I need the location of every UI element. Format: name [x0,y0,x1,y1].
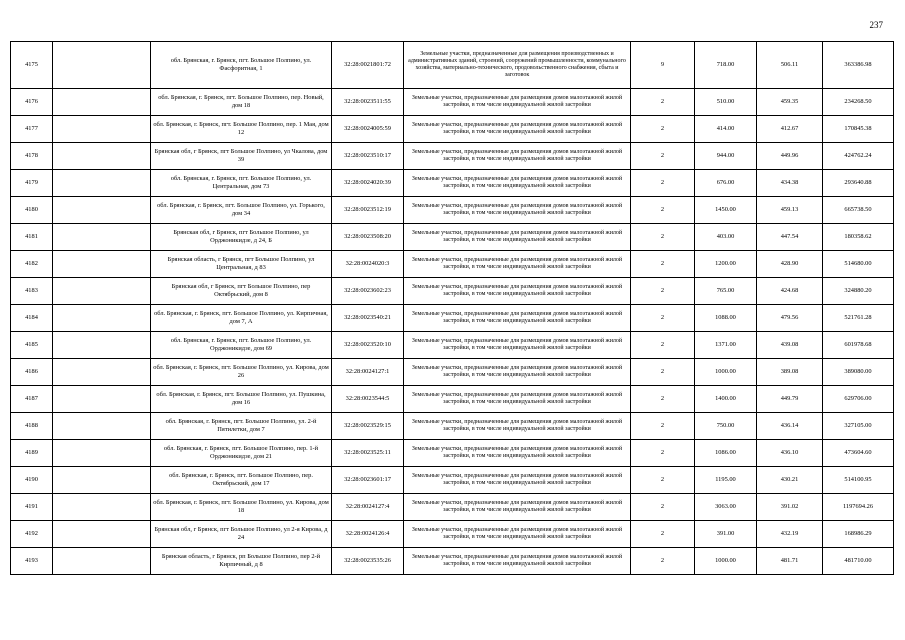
specific-value-cell: 389.08 [757,359,823,386]
cadastral-number-cell: 32:28:0023508:20 [332,224,404,251]
table-row [11,89,894,116]
land-use-cell: Земельные участки, предназначенные для размещения домов малоэтажной жилой застройки, в том числе индивидуальной жилой застройки [404,251,631,278]
group-cell: 2 [631,548,695,575]
row-number-cell: 4187 [11,386,53,413]
cadastral-value-cell: 521761.28 [823,305,894,332]
group-cell: 2 [631,521,695,548]
group-cell: 2 [631,89,695,116]
specific-value-cell: 434.38 [757,170,823,197]
cadastral-value-cell: 514100.95 [823,467,894,494]
cadastral-number-cell: 32:28:0021801:72 [332,42,404,89]
area-cell: 1086.00 [695,440,757,467]
cadastral-number-cell: 32:28:0023601:17 [332,467,404,494]
address-cell: Брянская обл, г Брянск, пгт Большое Полпино, ул Орджоникидзе, д 24, Б [151,224,332,251]
specific-value-cell: 424.68 [757,278,823,305]
cadastral-number-cell: 32:28:0024127:1 [332,359,404,386]
spacer-cell [53,251,151,278]
group-cell: 2 [631,467,695,494]
group-cell: 2 [631,386,695,413]
address-cell: обл. Брянская, г. Брянск, пгт. Большое Полпино, пер. Октябрьский, дом 17 [151,467,332,494]
specific-value-cell: 506.11 [757,42,823,89]
cadastral-value-table [10,41,894,575]
land-use-cell: Земельные участки, предназначенные для размещения домов малоэтажной жилой застройки, в том числе индивидуальной жилой застройки [404,224,631,251]
specific-value-cell: 481.71 [757,548,823,575]
spacer-cell [53,467,151,494]
address-cell: Брянская обл, г Брянск, пгт Большое Полпино, ул 2-я Кирова, д 24 [151,521,332,548]
row-number-cell: 4186 [11,359,53,386]
cadastral-value-cell: 601978.68 [823,332,894,359]
address-cell: обл. Брянская, г. Брянск, пгт. Большое Полпино, ул. Фасфоритная, 1 [151,42,332,89]
address-cell: обл. Брянская, г. Брянск, пгт. Большое Полпино, ул. Кирпичная, дом 7, А [151,305,332,332]
land-use-cell: Земельные участки, предназначенные для размещения домов малоэтажной жилой застройки, в том числе индивидуальной жилой застройки [404,440,631,467]
cadastral-number-cell: 32:28:0024020:39 [332,170,404,197]
area-cell: 1000.00 [695,548,757,575]
spacer-cell [53,278,151,305]
specific-value-cell: 436.10 [757,440,823,467]
spacer-cell [53,42,151,89]
cadastral-number-cell: 32:28:0023510:17 [332,143,404,170]
table-row [11,116,894,143]
cadastral-number-cell: 32:28:0024126:4 [332,521,404,548]
specific-value-cell: 447.54 [757,224,823,251]
area-cell: 676.00 [695,170,757,197]
cadastral-value-cell: 629706.00 [823,386,894,413]
row-number-cell: 4193 [11,548,53,575]
specific-value-cell: 391.02 [757,494,823,521]
group-cell: 2 [631,197,695,224]
table-row [11,42,894,89]
cadastral-number-cell: 32:28:0023525:11 [332,440,404,467]
land-use-cell: Земельные участки, предназначенные для размещения домов малоэтажной жилой застройки, в том числе индивидуальной жилой застройки [404,197,631,224]
cadastral-value-cell: 473604.60 [823,440,894,467]
cadastral-value-cell: 514680.00 [823,251,894,278]
land-use-cell: Земельные участки, предназначенные для размещения домов малоэтажной жилой застройки, в том числе индивидуальной жилой застройки [404,467,631,494]
cadastral-value-cell: 424762.24 [823,143,894,170]
group-cell: 2 [631,305,695,332]
cadastral-value-cell: 389080.00 [823,359,894,386]
address-cell: обл. Брянская, г. Брянск, пгт. Большое Полпино, ул. Горького, дом 34 [151,197,332,224]
land-use-cell: Земельные участки, предназначенные для размещения домов малоэтажной жилой застройки, в том числе индивидуальной жилой застройки [404,386,631,413]
cadastral-number-cell: 32:28:0023520:10 [332,332,404,359]
address-cell: обл. Брянская, г. Брянск, пгт. Большое Полпино, ул. Орджоникидзе, дом 69 [151,332,332,359]
land-use-cell: Земельные участки, предназначенные для размещения домов малоэтажной жилой застройки, в том числе индивидуальной жилой застройки [404,305,631,332]
cadastral-number-cell: 32:28:0023529:15 [332,413,404,440]
land-use-cell: Земельные участки, предназначенные для размещения домов малоэтажной жилой застройки, в том числе индивидуальной жилой застройки [404,332,631,359]
row-number-cell: 4181 [11,224,53,251]
land-use-cell: Земельные участки, предназначенные для размещения домов малоэтажной жилой застройки, в том числе индивидуальной жилой застройки [404,548,631,575]
address-cell: обл. Брянская, г. Брянск, пгт. Большое Полпино, ул. 2-й Пятилетки, дом 7 [151,413,332,440]
group-cell: 2 [631,278,695,305]
spacer-cell [53,116,151,143]
cadastral-number-cell: 32:28:0023602:23 [332,278,404,305]
specific-value-cell: 459.35 [757,89,823,116]
group-cell: 2 [631,170,695,197]
table-row [11,494,894,521]
specific-value-cell: 479.56 [757,305,823,332]
group-cell: 2 [631,224,695,251]
area-cell: 1000.00 [695,359,757,386]
spacer-cell [53,143,151,170]
row-number-cell: 4179 [11,170,53,197]
spacer-cell [53,89,151,116]
group-cell: 2 [631,251,695,278]
cadastral-value-cell: 363386.98 [823,42,894,89]
spacer-cell [53,440,151,467]
land-use-cell: Земельные участки, предназначенные для размещения домов малоэтажной жилой застройки, в том числе индивидуальной жилой застройки [404,116,631,143]
address-cell: обл. Брянская, г. Брянск, пгт. Большое Полпино, пер. Новый, дом 18 [151,89,332,116]
address-cell: Брянская область, г Брянск, рп Большое Полпино, пер 2-й Кирпичный, д 8 [151,548,332,575]
spacer-cell [53,305,151,332]
spacer-cell [53,494,151,521]
land-use-cell: Земельные участки, предназначенные для размещения домов малоэтажной жилой застройки, в том числе индивидуальной жилой застройки [404,521,631,548]
cadastral-value-cell: 481710.00 [823,548,894,575]
specific-value-cell: 449.79 [757,386,823,413]
cadastral-number-cell: 32:28:0023544:5 [332,386,404,413]
table-row [11,386,894,413]
spacer-cell [53,332,151,359]
row-number-cell: 4176 [11,89,53,116]
spacer-cell [53,359,151,386]
table-row [11,251,894,278]
area-cell: 765.00 [695,278,757,305]
cadastral-number-cell: 32:28:0023512:19 [332,197,404,224]
specific-value-cell: 412.67 [757,116,823,143]
area-cell: 391.00 [695,521,757,548]
area-cell: 718.00 [695,42,757,89]
specific-value-cell: 459.13 [757,197,823,224]
land-use-cell: Земельные участки, предназначенные для размещения домов малоэтажной жилой застройки, в том числе индивидуальной жилой застройки [404,413,631,440]
specific-value-cell: 428.90 [757,251,823,278]
table-row [11,332,894,359]
table-body [11,42,894,575]
row-number-cell: 4185 [11,332,53,359]
table-row [11,467,894,494]
spacer-cell [53,521,151,548]
area-cell: 414.00 [695,116,757,143]
area-cell: 1400.00 [695,386,757,413]
row-number-cell: 4184 [11,305,53,332]
group-cell: 2 [631,494,695,521]
cadastral-number-cell: 32:28:0023511:55 [332,89,404,116]
cadastral-number-cell: 32:28:0023535:26 [332,548,404,575]
table-row [11,197,894,224]
specific-value-cell: 432.19 [757,521,823,548]
area-cell: 403.00 [695,224,757,251]
cadastral-number-cell: 32:28:0023540:21 [332,305,404,332]
area-cell: 1200.00 [695,251,757,278]
cadastral-value-cell: 180358.62 [823,224,894,251]
area-cell: 750.00 [695,413,757,440]
table-row [11,224,894,251]
cadastral-number-cell: 32:28:0024127:4 [332,494,404,521]
address-cell: обл. Брянская, г. Брянск, пгт. Большое Полпино, пер. 1-й Орджоникидзе, дом 21 [151,440,332,467]
spacer-cell [53,386,151,413]
cadastral-value-cell: 665738.50 [823,197,894,224]
table-row [11,170,894,197]
land-use-cell: Земельные участки, предназначенные для размещения производственных и административных зданий, строений, сооружений промышленности, коммунального хозяйства, материально-технического, продовольственного снабжения, сбыта и заготовок [404,42,631,89]
specific-value-cell: 439.08 [757,332,823,359]
address-cell: обл. Брянская, г. Брянск, пгт. Большое Полпино, ул. Пушкина, дом 16 [151,386,332,413]
address-cell: Брянская область, г Брянск, пгт Большое Полпино, ул Центральная, д 83 [151,251,332,278]
area-cell: 1088.00 [695,305,757,332]
row-number-cell: 4175 [11,42,53,89]
cadastral-value-cell: 1197694.26 [823,494,894,521]
table-row [11,413,894,440]
table-row [11,359,894,386]
spacer-cell [53,224,151,251]
table-row [11,278,894,305]
address-cell: обл. Брянская, г. Брянск, пгт. Большое Полпино, пер. 1 Мая, дом 12 [151,116,332,143]
row-number-cell: 4188 [11,413,53,440]
cadastral-value-cell: 324880.20 [823,278,894,305]
table-row [11,305,894,332]
group-cell: 2 [631,359,695,386]
area-cell: 944.00 [695,143,757,170]
area-cell: 510.00 [695,89,757,116]
address-cell: Брянская обл, г Брянск, пгт Большое Полпино, ул Чкалова, дом 39 [151,143,332,170]
area-cell: 3063.00 [695,494,757,521]
row-number-cell: 4178 [11,143,53,170]
spacer-cell [53,197,151,224]
row-number-cell: 4182 [11,251,53,278]
land-use-cell: Земельные участки, предназначенные для размещения домов малоэтажной жилой застройки, в том числе индивидуальной жилой застройки [404,143,631,170]
land-use-cell: Земельные участки, предназначенные для размещения домов малоэтажной жилой застройки, в том числе индивидуальной жилой застройки [404,89,631,116]
area-cell: 1195.00 [695,467,757,494]
group-cell: 2 [631,143,695,170]
cadastral-value-cell: 293640.88 [823,170,894,197]
land-use-cell: Земельные участки, предназначенные для размещения домов малоэтажной жилой застройки, в том числе индивидуальной жилой застройки [404,359,631,386]
cadastral-value-cell: 327105.00 [823,413,894,440]
spacer-cell [53,548,151,575]
table-row [11,440,894,467]
cadastral-number-cell: 32:28:0024005:59 [332,116,404,143]
group-cell: 2 [631,332,695,359]
cadastral-value-cell: 234268.50 [823,89,894,116]
address-cell: обл. Брянская, г. Брянск, пгт. Большое Полпино, ул. Кирова, дом 26 [151,359,332,386]
cadastral-number-cell: 32:28:0024020:3 [332,251,404,278]
land-use-cell: Земельные участки, предназначенные для размещения домов малоэтажной жилой застройки, в том числе индивидуальной жилой застройки [404,494,631,521]
cadastral-value-cell: 170845.38 [823,116,894,143]
area-cell: 1450.00 [695,197,757,224]
table-row [11,548,894,575]
group-cell: 2 [631,413,695,440]
table-row [11,521,894,548]
address-cell: обл. Брянская, г. Брянск, пгт. Большое Полпино, ул. Центральная, дом 73 [151,170,332,197]
row-number-cell: 4180 [11,197,53,224]
cadastral-value-cell: 168986.29 [823,521,894,548]
specific-value-cell: 436.14 [757,413,823,440]
address-cell: Брянская обл, г Брянск, пгт Большое Полпино, пер Октябрьский, дом 8 [151,278,332,305]
row-number-cell: 4192 [11,521,53,548]
table-row [11,143,894,170]
spacer-cell [53,170,151,197]
row-number-cell: 4191 [11,494,53,521]
spacer-cell [53,413,151,440]
specific-value-cell: 430.21 [757,467,823,494]
specific-value-cell: 449.96 [757,143,823,170]
group-cell: 2 [631,440,695,467]
land-use-cell: Земельные участки, предназначенные для размещения домов малоэтажной жилой застройки, в том числе индивидуальной жилой застройки [404,278,631,305]
area-cell: 1371.00 [695,332,757,359]
row-number-cell: 4177 [11,116,53,143]
row-number-cell: 4183 [11,278,53,305]
row-number-cell: 4189 [11,440,53,467]
page-number: 237 [869,20,883,30]
group-cell: 9 [631,42,695,89]
group-cell: 2 [631,116,695,143]
land-use-cell: Земельные участки, предназначенные для размещения домов малоэтажной жилой застройки, в том числе индивидуальной жилой застройки [404,170,631,197]
row-number-cell: 4190 [11,467,53,494]
address-cell: обл. Брянская, г. Брянск, пгт. Большое Полпино, ул. Кирова, дом 18 [151,494,332,521]
